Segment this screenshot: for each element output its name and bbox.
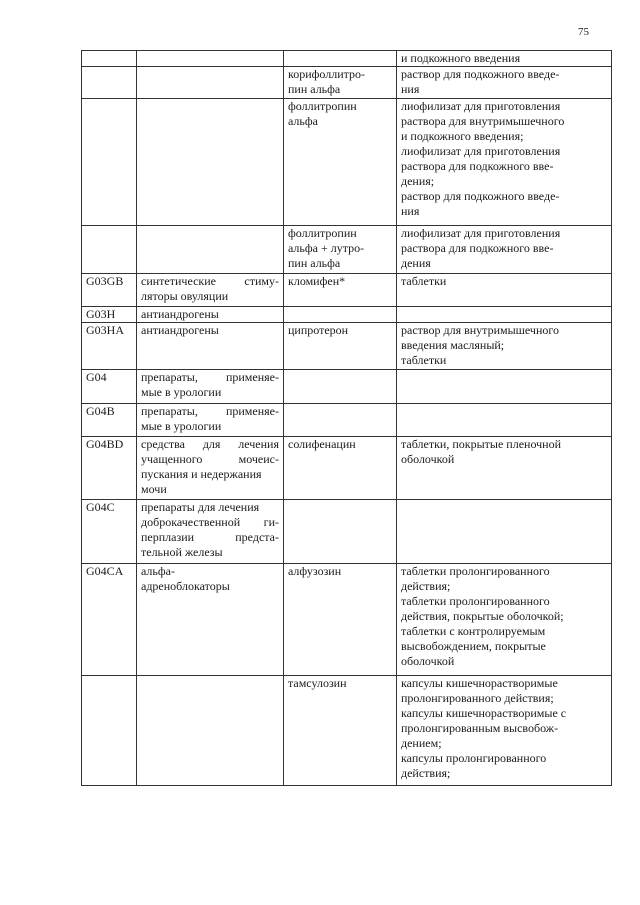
inn-cell bbox=[284, 323, 397, 370]
inn-cell bbox=[284, 226, 397, 274]
table-row bbox=[82, 500, 612, 564]
pharm-group-line: препараты, применяе- bbox=[141, 370, 279, 384]
pharm-group-cell bbox=[137, 370, 284, 404]
atc-code-cell bbox=[82, 676, 137, 786]
atc-code-cell bbox=[82, 67, 137, 99]
dosage-form-line: таблетки пролонгированного bbox=[401, 594, 550, 608]
dosage-form-line: действия; bbox=[401, 766, 451, 780]
dosage-form-line: пролонгированным высвобож- bbox=[401, 721, 559, 735]
dosage-form-line: действия; bbox=[401, 579, 451, 593]
dosage-form-line: раствор для внутримышечного bbox=[401, 323, 559, 337]
table-row bbox=[82, 404, 612, 437]
dosage-form-line: оболочкой bbox=[401, 654, 455, 668]
inn-line: корифоллитро- bbox=[288, 67, 366, 81]
dosage-form-line: лиофилизат для приготовления bbox=[401, 226, 561, 240]
inn-line: фоллитропин bbox=[288, 226, 357, 240]
atc-code-cell bbox=[82, 274, 137, 307]
pharm-group-line: учащенного мочеис- bbox=[141, 452, 279, 466]
pharm-group-line: перплазии предста- bbox=[141, 530, 279, 544]
dosage-form-line: раствора для подкожного вве- bbox=[401, 241, 554, 255]
dosage-form-line: таблетки bbox=[401, 353, 447, 367]
pharm-group-cell bbox=[137, 676, 284, 786]
inn-line: альфа + лутро- bbox=[288, 241, 365, 255]
dosage-form-line: дения bbox=[401, 256, 431, 270]
table-row bbox=[82, 370, 612, 404]
dosage-form-line: и подкожного введения bbox=[401, 51, 521, 65]
dosage-form-line: оболочкой bbox=[401, 452, 455, 466]
inn-line: пин альфа bbox=[288, 256, 341, 270]
inn-line: тамсулозин bbox=[288, 676, 347, 690]
pharm-group-line: альфа- bbox=[141, 564, 175, 578]
dosage-form-cell bbox=[397, 676, 612, 786]
dosage-form-cell bbox=[397, 370, 612, 404]
inn-cell bbox=[284, 99, 397, 226]
dosage-form-line: пролонгированного действия; bbox=[401, 691, 554, 705]
pharm-group-cell bbox=[137, 274, 284, 307]
pharm-group-cell bbox=[137, 226, 284, 274]
pharm-group-cell bbox=[137, 67, 284, 99]
atc-code: G04 bbox=[86, 370, 107, 384]
atc-code-cell bbox=[82, 99, 137, 226]
dosage-form-line: раствора для внутримышечного bbox=[401, 114, 565, 128]
inn-cell bbox=[284, 51, 397, 67]
dosage-form-line: лиофилизат для приготовления bbox=[401, 144, 561, 158]
atc-code-cell bbox=[82, 307, 137, 323]
dosage-form-line: введения масляный; bbox=[401, 338, 505, 352]
dosage-form-line: лиофилизат для приготовления bbox=[401, 99, 561, 113]
dosage-form-line: капсулы кишечнорастворимые bbox=[401, 676, 558, 690]
table-row bbox=[82, 67, 612, 99]
dosage-form-line: таблетки bbox=[401, 274, 447, 288]
drug-table bbox=[81, 50, 612, 786]
atc-code-cell bbox=[82, 404, 137, 437]
table-row bbox=[82, 676, 612, 786]
inn-line: альфа bbox=[288, 114, 318, 128]
pharm-group-line: мые в урологии bbox=[141, 419, 222, 433]
dosage-form-cell bbox=[397, 500, 612, 564]
inn-line: солифенацин bbox=[288, 437, 356, 451]
dosage-form-line: ния bbox=[401, 82, 420, 96]
pharm-group-line: средства для лечения bbox=[141, 437, 279, 451]
table-row bbox=[82, 51, 612, 67]
page-number: 75 bbox=[578, 26, 589, 38]
inn-cell bbox=[284, 676, 397, 786]
atc-code: G04B bbox=[86, 404, 115, 418]
dosage-form-cell bbox=[397, 274, 612, 307]
dosage-form-cell bbox=[397, 307, 612, 323]
dosage-form-cell bbox=[397, 51, 612, 67]
pharm-group-line: ляторы овуляции bbox=[141, 289, 229, 303]
inn-line: фоллитропин bbox=[288, 99, 357, 113]
pharm-group-line: антиандрогены bbox=[141, 323, 219, 337]
dosage-form-line: раствор для подкожного введе- bbox=[401, 189, 560, 203]
inn-cell bbox=[284, 307, 397, 323]
pharm-group-line: мочи bbox=[141, 482, 167, 496]
pharm-group-line: пускания и недержания bbox=[141, 467, 262, 481]
dosage-form-line: высвобождением, покрытые bbox=[401, 639, 546, 653]
dosage-form-line: и подкожного введения; bbox=[401, 129, 524, 143]
pharm-group-line: синтетические стиму- bbox=[141, 274, 279, 288]
dosage-form-line: действия, покрытые оболочкой; bbox=[401, 609, 564, 623]
pharm-group-line: антиандрогены bbox=[141, 307, 219, 321]
atc-code-cell bbox=[82, 370, 137, 404]
dosage-form-line: раствор для подкожного введе- bbox=[401, 67, 560, 81]
dosage-form-line: таблетки пролонгированного bbox=[401, 564, 550, 578]
atc-code: G04C bbox=[86, 500, 115, 514]
table-row bbox=[82, 323, 612, 370]
atc-code-cell bbox=[82, 564, 137, 676]
dosage-form-cell bbox=[397, 67, 612, 99]
table-row bbox=[82, 437, 612, 500]
dosage-form-line: дения; bbox=[401, 174, 435, 188]
inn-cell bbox=[284, 67, 397, 99]
pharm-group-cell bbox=[137, 564, 284, 676]
inn-cell bbox=[284, 437, 397, 500]
pharm-group-line: препараты, применяе- bbox=[141, 404, 279, 418]
atc-code-cell bbox=[82, 51, 137, 67]
table-row bbox=[82, 307, 612, 323]
dosage-form-cell bbox=[397, 404, 612, 437]
pharm-group-line: тельной железы bbox=[141, 545, 223, 559]
atc-code: G03GB bbox=[86, 274, 124, 288]
dosage-form-line: раствора для подкожного вве- bbox=[401, 159, 554, 173]
pharm-group-line: доброкачественной ги- bbox=[141, 515, 279, 529]
dosage-form-line: капсулы кишечнорастворимые с bbox=[401, 706, 567, 720]
pharm-group-line: препараты для лечения bbox=[141, 500, 260, 514]
inn-line: кломифен* bbox=[288, 274, 346, 288]
atc-code: G04BD bbox=[86, 437, 124, 451]
atc-code-cell bbox=[82, 500, 137, 564]
dosage-form-cell bbox=[397, 564, 612, 676]
pharm-group-line: мые в урологии bbox=[141, 385, 222, 399]
table-row bbox=[82, 274, 612, 307]
pharm-group-cell bbox=[137, 51, 284, 67]
inn-cell bbox=[284, 370, 397, 404]
pharm-group-cell bbox=[137, 323, 284, 370]
pharm-group-cell bbox=[137, 307, 284, 323]
inn-cell bbox=[284, 274, 397, 307]
table-row bbox=[82, 99, 612, 226]
inn-cell bbox=[284, 564, 397, 676]
dosage-form-line: дением; bbox=[401, 736, 442, 750]
dosage-form-cell bbox=[397, 437, 612, 500]
inn-line: алфузозин bbox=[288, 564, 342, 578]
pharm-group-cell bbox=[137, 437, 284, 500]
dosage-form-cell bbox=[397, 226, 612, 274]
inn-cell bbox=[284, 500, 397, 564]
pharm-group-cell bbox=[137, 99, 284, 226]
atc-code-cell bbox=[82, 226, 137, 274]
dosage-form-line: таблетки, покрытые пленочной bbox=[401, 437, 562, 451]
table-row bbox=[82, 564, 612, 676]
dosage-form-line: таблетки с контролируемым bbox=[401, 624, 546, 638]
pharm-group-cell bbox=[137, 404, 284, 437]
dosage-form-line: капсулы пролонгированного bbox=[401, 751, 547, 765]
atc-code-cell bbox=[82, 437, 137, 500]
pharm-group-cell bbox=[137, 500, 284, 564]
inn-line: ципротерон bbox=[288, 323, 349, 337]
table-row bbox=[82, 226, 612, 274]
atc-code: G03HA bbox=[86, 323, 124, 337]
atc-code-cell bbox=[82, 323, 137, 370]
atc-code: G04CA bbox=[86, 564, 124, 578]
dosage-form-line: ния bbox=[401, 204, 420, 218]
atc-code: G03H bbox=[86, 307, 116, 321]
dosage-form-cell bbox=[397, 323, 612, 370]
dosage-form-cell bbox=[397, 99, 612, 226]
pharm-group-line: адреноблокаторы bbox=[141, 579, 230, 593]
inn-line: пин альфа bbox=[288, 82, 341, 96]
inn-cell bbox=[284, 404, 397, 437]
